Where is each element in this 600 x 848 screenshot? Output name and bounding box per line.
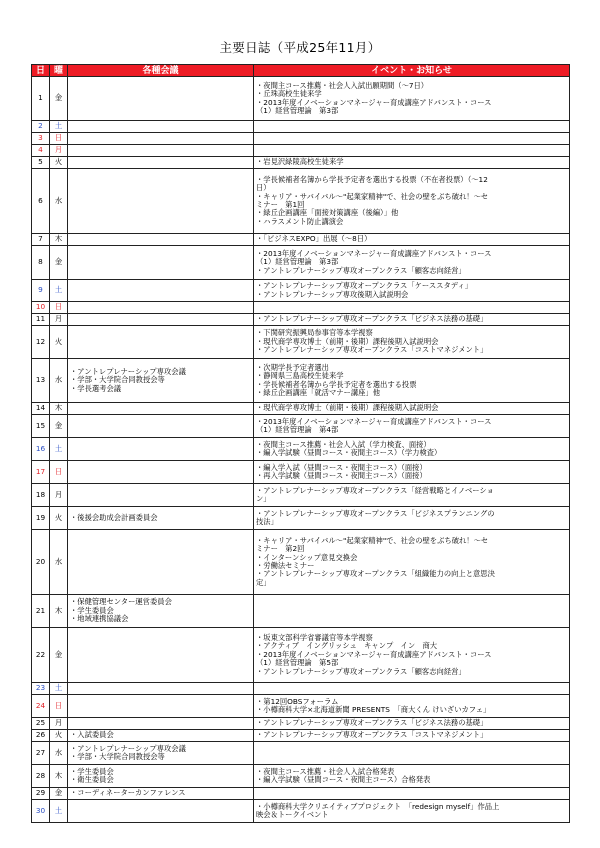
event-item: ・編入学入試（昼間コース・夜間主コース）（面接）	[256, 462, 427, 472]
table-row	[32, 121, 570, 133]
events-cell	[254, 683, 570, 695]
weekday-cell: 土	[50, 800, 68, 823]
meetings-cell	[68, 530, 254, 595]
table-row	[32, 800, 570, 823]
events-cell	[254, 403, 570, 415]
event-item: ・アントレプレナーシップ専攻オープンクラス「ビジネス法務の基礎」	[256, 314, 488, 324]
event-item: ・次期学長予定者選出	[256, 362, 329, 372]
table-row	[32, 438, 570, 461]
events-cell	[254, 145, 570, 157]
meetings-cell	[68, 695, 254, 718]
weekday-cell: 日	[50, 133, 68, 145]
day-cell: 17	[32, 461, 50, 484]
weekday-cell: 金	[50, 246, 68, 280]
events-cell	[254, 800, 570, 823]
weekday-cell: 木	[50, 234, 68, 246]
meetings-cell	[68, 438, 254, 461]
weekday-cell: 火	[50, 730, 68, 742]
weekday-cell: 日	[50, 302, 68, 314]
day-cell: 26	[32, 730, 50, 742]
table-row	[32, 765, 570, 788]
day-cell: 14	[32, 403, 50, 415]
weekday-cell: 日	[50, 461, 68, 484]
weekday-cell: 土	[50, 438, 68, 461]
events-cell	[254, 530, 570, 595]
weekday-cell: 土	[50, 121, 68, 133]
header-day: 日	[32, 65, 50, 77]
event-item: ・アントレプレナーシップ専攻後期入試説明会	[256, 289, 409, 299]
day-cell: 30	[32, 800, 50, 823]
event-item: ・アントレプレナーシップ専攻オープンクラス「コストマネジメント」	[256, 345, 488, 355]
table-row	[32, 302, 570, 314]
table-header-row	[32, 65, 570, 77]
weekday-cell: 木	[50, 403, 68, 415]
meetings-cell	[68, 314, 254, 326]
event-item: ・アントレプレナーシップ専攻オープンクラス「顧客志向経営」	[256, 666, 466, 676]
events-cell	[254, 438, 570, 461]
meeting-item: ・学部・大学院合同教授会等	[70, 375, 165, 385]
event-item: ミナー 第1回	[256, 200, 305, 209]
page-title: 主要日誌（平成25年11月）	[219, 40, 381, 55]
weekday-cell: 月	[50, 145, 68, 157]
table-row	[32, 415, 570, 438]
event-item: ・インターンシップ意見交換会	[256, 552, 358, 562]
meetings-cell	[68, 788, 254, 800]
meeting-item: ・学長選考会議	[70, 383, 122, 393]
event-item: ・岩見沢緑陵高校生徒来学	[256, 157, 344, 167]
table-row	[32, 169, 570, 234]
meeting-item: ・保健管理センター運営委員会	[70, 597, 172, 607]
weekday-cell: 火	[50, 326, 68, 359]
meetings-cell	[68, 302, 254, 314]
weekday-cell: 火	[50, 507, 68, 530]
events-cell	[254, 133, 570, 145]
event-item: ・アントレプレナーシップ専攻オープンクラス「ビジネス法務の基礎」	[256, 718, 488, 728]
events-cell	[254, 169, 570, 234]
event-item: ・アントレプレナーシップ専攻オープンクラス「経営戦略とイノベーショ	[256, 485, 494, 495]
day-cell: 28	[32, 765, 50, 788]
events-cell	[254, 595, 570, 628]
event-item: ・丘珠高校生徒来学	[256, 89, 322, 99]
weekday-cell: 月	[50, 314, 68, 326]
event-item: ・坂東文部科学省審議官等本学視察	[256, 632, 373, 642]
weekday-cell: 木	[50, 595, 68, 628]
meetings-cell	[68, 280, 254, 302]
events-cell	[254, 314, 570, 326]
event-item: 映会＆トークイベント	[256, 810, 329, 819]
events-cell	[254, 234, 570, 246]
header-weekday: 曜	[50, 65, 68, 77]
table-row	[32, 157, 570, 169]
meeting-item: ・学生委員会	[70, 605, 114, 615]
day-cell: 18	[32, 484, 50, 507]
meetings-cell	[68, 415, 254, 438]
event-item: ・2013年度イノベーションマネージャー育成講座アドバンスト・コース	[256, 248, 492, 258]
meetings-cell	[68, 145, 254, 157]
table-row	[32, 484, 570, 507]
event-item: （1）経営管理論 第3部	[256, 105, 339, 115]
table-row	[32, 695, 570, 718]
event-item: ・第12回OBSフォーラム	[256, 696, 339, 706]
events-cell	[254, 415, 570, 438]
table-row	[32, 742, 570, 765]
events-cell	[254, 246, 570, 280]
table-row	[32, 246, 570, 280]
meetings-cell	[68, 683, 254, 695]
event-item: ・緑丘企画講座「面接対策講座（後編）」他	[256, 208, 399, 218]
event-item: ・アクティブ イングリッシュ キャンプ イン 商大	[256, 641, 438, 651]
events-cell	[254, 461, 570, 484]
meetings-cell	[68, 742, 254, 765]
header-meetings: 各種会議	[68, 65, 254, 77]
day-cell: 22	[32, 628, 50, 683]
meetings-cell	[68, 359, 254, 403]
day-cell: 29	[32, 788, 50, 800]
events-cell	[254, 718, 570, 730]
meetings-cell	[68, 403, 254, 415]
event-item: 日）	[256, 183, 271, 193]
events-cell	[254, 302, 570, 314]
table-row	[32, 530, 570, 595]
table-row	[32, 683, 570, 695]
event-item: ・アントレプレナーシップ専攻オープンクラス「ケーススタディ」	[256, 281, 473, 291]
day-cell: 11	[32, 314, 50, 326]
day-cell: 2	[32, 121, 50, 133]
meetings-cell	[68, 461, 254, 484]
weekday-cell: 土	[50, 683, 68, 695]
weekday-cell: 水	[50, 169, 68, 234]
table-row	[32, 595, 570, 628]
event-item: ・緑丘企画講座「就活マナー講座」他	[256, 387, 381, 397]
meeting-item: ・アントレプレナーシップ専攻会議	[70, 366, 186, 376]
meetings-cell	[68, 133, 254, 145]
event-item: ・再入学試験（昼間コース・夜間主コース）（面接）	[256, 471, 427, 480]
weekday-cell: 火	[50, 157, 68, 169]
table-row	[32, 718, 570, 730]
table-row	[32, 730, 570, 742]
events-cell	[254, 742, 570, 765]
meetings-cell	[68, 730, 254, 742]
weekday-cell: 日	[50, 695, 68, 718]
day-cell: 1	[32, 77, 50, 121]
table-row	[32, 77, 570, 121]
event-item: ・2013年度イノベーションマネージャー育成講座アドバンスト・コース	[256, 649, 492, 659]
event-item: （1）経営管理論 第4部	[256, 425, 339, 434]
weekday-cell: 月	[50, 484, 68, 507]
meetings-cell	[68, 718, 254, 730]
event-item: ・夜間主コース推薦・社会人入試合格発表	[256, 766, 395, 776]
table-row	[32, 788, 570, 800]
events-cell	[254, 359, 570, 403]
weekday-cell: 金	[50, 415, 68, 438]
event-item: （1）経営管理論 第5部	[256, 658, 339, 668]
day-cell: 20	[32, 530, 50, 595]
meetings-cell	[68, 121, 254, 133]
event-item: ・労働法セミナー	[256, 561, 315, 570]
table-row	[32, 326, 570, 359]
events-cell	[254, 788, 570, 800]
header-events: イベント・お知らせ	[254, 65, 570, 77]
meetings-cell	[68, 234, 254, 246]
table-row	[32, 133, 570, 145]
day-cell: 10	[32, 302, 50, 314]
weekday-cell: 水	[50, 359, 68, 403]
day-cell: 4	[32, 145, 50, 157]
event-item: ・アントレプレナーシップ専攻オープンクラス「コストマネジメント」	[256, 730, 488, 740]
event-item: 技法」	[256, 517, 278, 526]
weekday-cell: 金	[50, 788, 68, 800]
meeting-item: ・後援会助成会計画委員会	[70, 512, 158, 522]
weekday-cell: 土	[50, 280, 68, 302]
day-cell: 21	[32, 595, 50, 628]
meetings-cell	[68, 595, 254, 628]
meeting-item: ・学生委員会	[70, 766, 114, 776]
meetings-cell	[68, 507, 254, 530]
event-item: ・アントレプレナーシップ専攻オープンクラス「顧客志向経営」	[256, 265, 466, 275]
meetings-cell	[68, 800, 254, 823]
event-item: ン」	[256, 494, 271, 503]
day-cell: 8	[32, 246, 50, 280]
event-item: ・現代商学専攻博士（前期・後期）課程後期入試説明会	[256, 336, 439, 346]
weekday-cell: 金	[50, 628, 68, 683]
table-row	[32, 234, 570, 246]
day-cell: 3	[32, 133, 50, 145]
meeting-item: ・地域連携協議会	[70, 614, 129, 624]
meetings-cell	[68, 169, 254, 234]
meetings-cell	[68, 765, 254, 788]
meetings-cell	[68, 77, 254, 121]
event-item: ・編入学試験（昼間コース・夜間主コース）合格発表	[256, 775, 431, 784]
event-item: ・キャリア・サバイバル～"起業家精神"で、社会の壁をぶち破れ！～セ	[256, 535, 489, 545]
event-item: ・学長候補者名簿から学長予定者を選出する投票	[256, 379, 417, 389]
meetings-cell	[68, 326, 254, 359]
event-item: ・小樽商科大学×北海道新聞 PRESENTS 「商大くん けいざいカフェ」	[256, 705, 491, 714]
event-item: ・小樽商科大学クリエイティブプロジェクト 「redesign myself」作品上	[256, 801, 500, 811]
events-cell	[254, 280, 570, 302]
table-row	[32, 507, 570, 530]
events-cell	[254, 157, 570, 169]
events-cell	[254, 765, 570, 788]
day-cell: 24	[32, 695, 50, 718]
table-row	[32, 314, 570, 326]
meeting-item: ・コーディネーターカンファレンス	[70, 788, 186, 798]
day-cell: 5	[32, 157, 50, 169]
event-item: ・「ビジネスEXPO」出展（～8日）	[256, 234, 372, 244]
event-item: ・下関研究振興局参事官等本学視察	[256, 328, 373, 338]
meeting-item: ・入試委員会	[70, 730, 114, 740]
events-cell	[254, 507, 570, 530]
weekday-cell: 水	[50, 742, 68, 765]
event-item: ・2013年度イノベーションマネージャー育成講座アドバンスト・コース	[256, 416, 492, 426]
schedule-table	[31, 64, 570, 823]
events-cell	[254, 695, 570, 718]
table-row	[32, 145, 570, 157]
day-cell: 25	[32, 718, 50, 730]
events-cell	[254, 326, 570, 359]
events-cell	[254, 484, 570, 507]
events-cell	[254, 77, 570, 121]
day-cell: 15	[32, 415, 50, 438]
event-item: ・2013年度イノベーションマネージャー育成講座アドバンスト・コース	[256, 97, 492, 107]
events-cell	[254, 121, 570, 133]
day-cell: 23	[32, 683, 50, 695]
table-row	[32, 280, 570, 302]
event-item: ・夜間主コース推薦・社会人入試（学力検査、面接）	[256, 439, 431, 449]
table-row	[32, 628, 570, 683]
meetings-cell	[68, 628, 254, 683]
weekday-cell: 木	[50, 765, 68, 788]
event-item: ・夜間主コース推薦・社会人入試出願期間（～7日）	[256, 80, 429, 90]
weekday-cell: 金	[50, 77, 68, 121]
meetings-cell	[68, 484, 254, 507]
meeting-item: ・アントレプレナーシップ専攻会議	[70, 743, 186, 753]
event-item: ・編入学試験（昼間コース・夜間主コース）（学力検査）	[256, 448, 442, 457]
event-item: ・アントレプレナーシップ専攻オープンクラス「ビジネスプランニングの	[256, 508, 495, 518]
event-item: ・現代商学専攻博士（前期・後期）課程後期入試説明会	[256, 403, 439, 413]
day-cell: 12	[32, 326, 50, 359]
event-item: ・静岡県三島高校生徒来学	[256, 371, 344, 381]
weekday-cell: 月	[50, 718, 68, 730]
day-cell: 9	[32, 280, 50, 302]
weekday-cell: 水	[50, 530, 68, 595]
event-item: ・アントレプレナーシップ専攻オープンクラス「組織能力の向上と意思決	[256, 569, 495, 579]
event-item: ・キャリア・サバイバル～"起業家精神"で、社会の壁をぶち破れ！～セ	[256, 191, 489, 201]
table-row	[32, 359, 570, 403]
meeting-item: ・衛生委員会	[70, 775, 114, 784]
event-item: 定」	[256, 577, 271, 587]
day-cell: 27	[32, 742, 50, 765]
table-row	[32, 403, 570, 415]
day-cell: 16	[32, 438, 50, 461]
events-cell	[254, 628, 570, 683]
meetings-cell	[68, 246, 254, 280]
event-item: ・学長候補者名簿から学長予定者を選出する投票（不在者投票）（～12	[256, 174, 488, 184]
meetings-cell	[68, 157, 254, 169]
day-cell: 19	[32, 507, 50, 530]
events-cell	[254, 730, 570, 742]
day-cell: 13	[32, 359, 50, 403]
meeting-item: ・学部・大学院合同教授会等	[70, 752, 165, 761]
event-item: （1）経営管理論 第3部	[256, 257, 339, 267]
event-item: ・ハラスメント防止講演会	[256, 216, 344, 226]
table-row	[32, 461, 570, 484]
day-cell: 6	[32, 169, 50, 234]
day-cell: 7	[32, 234, 50, 246]
event-item: ミナー 第2回	[256, 544, 305, 554]
